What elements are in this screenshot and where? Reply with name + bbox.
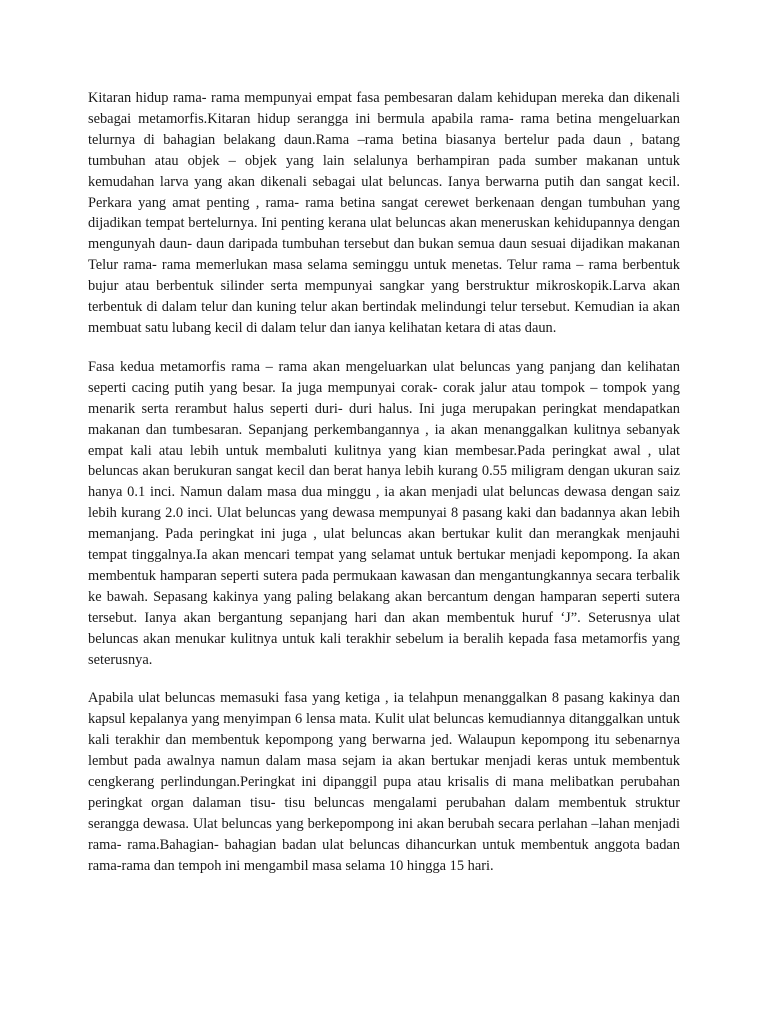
paragraph-caterpillar-phase: Fasa kedua metamorfis rama – rama akan mengeluarkan ulat beluncas yang panjang dan kelihatan seperti cacing putih yang besar. Ia juga mempunyai corak- corak jalur atau tompok – tompok yang menarik serta rerambut halus seperti duri- duri halus. Ini juga merupakan peringkat mendapatkan makanan dan tumbesaran. Sepanjang perkembangannya , ia akan menanggalkan kulitnya sebanyak empat kali atau lebih untuk membaluti kulitnya yang kian membesar.Pada peringkat awal , ulat beluncas akan berukuran sangat kecil dan berat hanya lebih kurang 0.55 miligram dengan ukuran saiz hanya 0.1 inci. Namun dalam masa dua minggu , ia akan menjadi ulat beluncas dewasa dengan saiz lebih kurang 2.0 inci. Ulat beluncas yang dewasa mempunyai 8 pasang kaki dan badannya akan lebih memanjang. Pada peringkat ini juga , ulat beluncas akan bertukar kulit dan merangkak menjauhi tempat tinggalnya.Ia akan mencari tempat yang selamat untuk bertukar menjadi kepompong. Ia akan membentuk hamparan seperti sutera pada permukaan kawasan dan mengantungkannya secara terbalik ke bawah. Sepasang kakinya yang paling belakang akan bercantum dengan hamparan seperti sutera tersebut. Ianya akan bergantung sepanjang hari dan akan membentuk huruf ‘J”. Seterusnya ulat beluncas akan menukar kulitnya untuk kali terakhir sebelum ia beralih kepada fasa metamorfis yang seterusnya. — [88, 358, 680, 668]
paragraph-pupa-phase: Apabila ulat beluncas memasuki fasa yang ketiga , ia telahpun menanggalkan 8 pasang kakinya dan kapsul kepalanya yang menyimpan 6 lensa mata. Kulit ulat beluncas kemudiannya ditanggalkan untuk kali terakhir dan membentuk kepompong yang berwarna jed. Walaupun kepompong itu sebenarnya lembut pada awalnya namun dalam masa sejam ia akan bertukar menjadi keras untuk membentuk cengkerang perlindungan.Peringkat ini dipanggil pupa atau krisalis di mana melibatkan perubahan peringkat organ dalaman tisu- tisu beluncas mengalami perubahan dalam membentuk struktur serangga dewasa. Ulat beluncas yang berkepompong ini akan berubah secara perlahan –lahan menjadi rama- rama.Bahagian- bahagian badan ulat beluncas dihancurkan untuk membentuk anggota badan rama-rama dan tempoh ini mengambil masa selama 10 hingga 15 hari. — [88, 690, 680, 874]
document-page — [88, 88, 680, 895]
paragraph-egg-phase: Kitaran hidup rama- rama mempunyai empat fasa pembesaran dalam kehidupan mereka dan dikenali sebagai metamorfis.Kitaran hidup serangga ini bermula apabila rama- rama betina mengeluarkan telurnya di bahagian belakang daun.Rama –rama betina biasanya bertelur pada daun , batang tumbuhan atau objek – objek yang lain selalunya berhampiran pada sumber makanan untuk kemudahan larva yang akan dikenali sebagai ulat beluncas. Ianya berwarna putih dan sangat kecil. Perkara yang amat penting , rama- rama betina sangat cerewet berkenaan dengan tumbuhan yang dijadikan tempat bertelurnya. Ini penting kerana ulat beluncas akan meneruskan kehidupannya dengan mengunyah daun- daun daripada tumbuhan tersebut dan bukan semua daun sesuai dijadikan makanan Telur rama- rama memerlukan masa selama seminggu untuk menetas. Telur rama – rama berbentuk bujur atau berbentuk silinder serta mempunyai sangkar yang berstruktur mikroskopik.Larva akan terbentuk di dalam telur dan kuning telur akan bertindak melindungi telur tersebut. Kemudian ia akan membuat satu lubang kecil di dalam telur dan ianya kelihatan ketara di atas daun. — [88, 90, 680, 336]
